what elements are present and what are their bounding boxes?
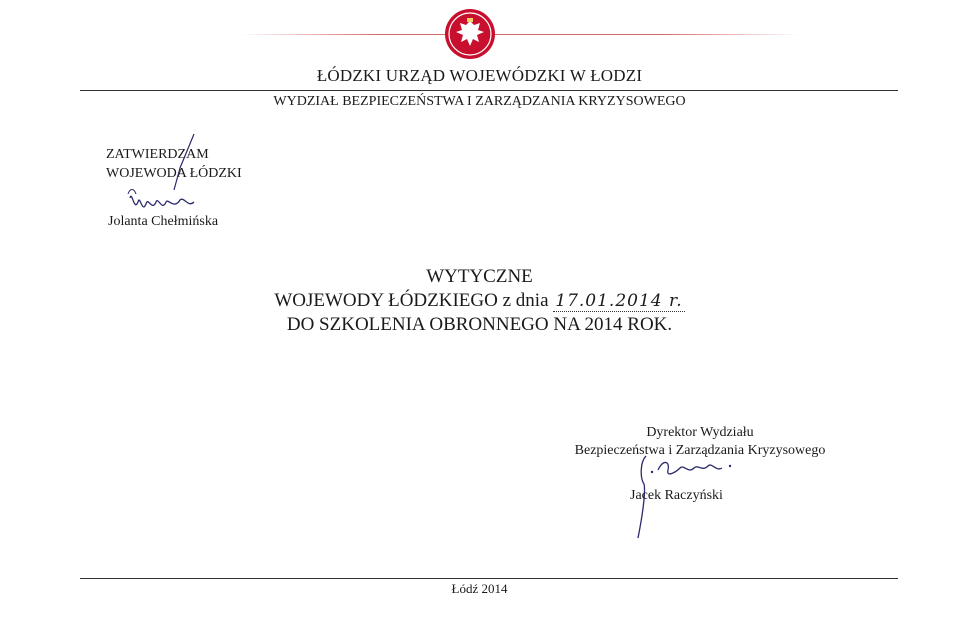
director-role: Dyrektor Wydziału [646, 425, 754, 440]
approver-name: Jolanta Chełmińska [108, 214, 219, 229]
director-department: Bezpieczeństwa i Zarządzania Kryzysowego [574, 443, 826, 458]
handwritten-date: 17.01.2014 r. [555, 291, 683, 311]
footer-divider [80, 578, 898, 579]
eagle-emblem-icon [444, 8, 496, 60]
title-line-1: WYTYCZNE [426, 266, 533, 287]
director-name: Jacek Raczyński [630, 488, 723, 503]
title-line-2 [0, 289, 959, 313]
office-name: ŁÓDZKI URZĄD WOJEWÓDZKI W ŁODZI [316, 66, 643, 85]
approval-role: WOJEWODA ŁÓDZKI [106, 166, 242, 181]
emblem-line [240, 34, 800, 35]
place-and-year: Łódź 2014 [451, 581, 508, 596]
title-line-2-prefix: WOJEWODY ŁÓDZKIEGO z dnia [274, 290, 549, 311]
title-line-3: DO SZKOLENIA OBRONNEGO NA 2014 ROK. [286, 314, 673, 335]
header-divider [80, 90, 898, 91]
approval-label: ZATWIERDZAM [106, 147, 209, 162]
document-title [0, 265, 959, 337]
department-name: WYDZIAŁ BEZPIECZEŃSTWA I ZARZĄDZANIA KRYZYSOWEGO [273, 94, 686, 109]
